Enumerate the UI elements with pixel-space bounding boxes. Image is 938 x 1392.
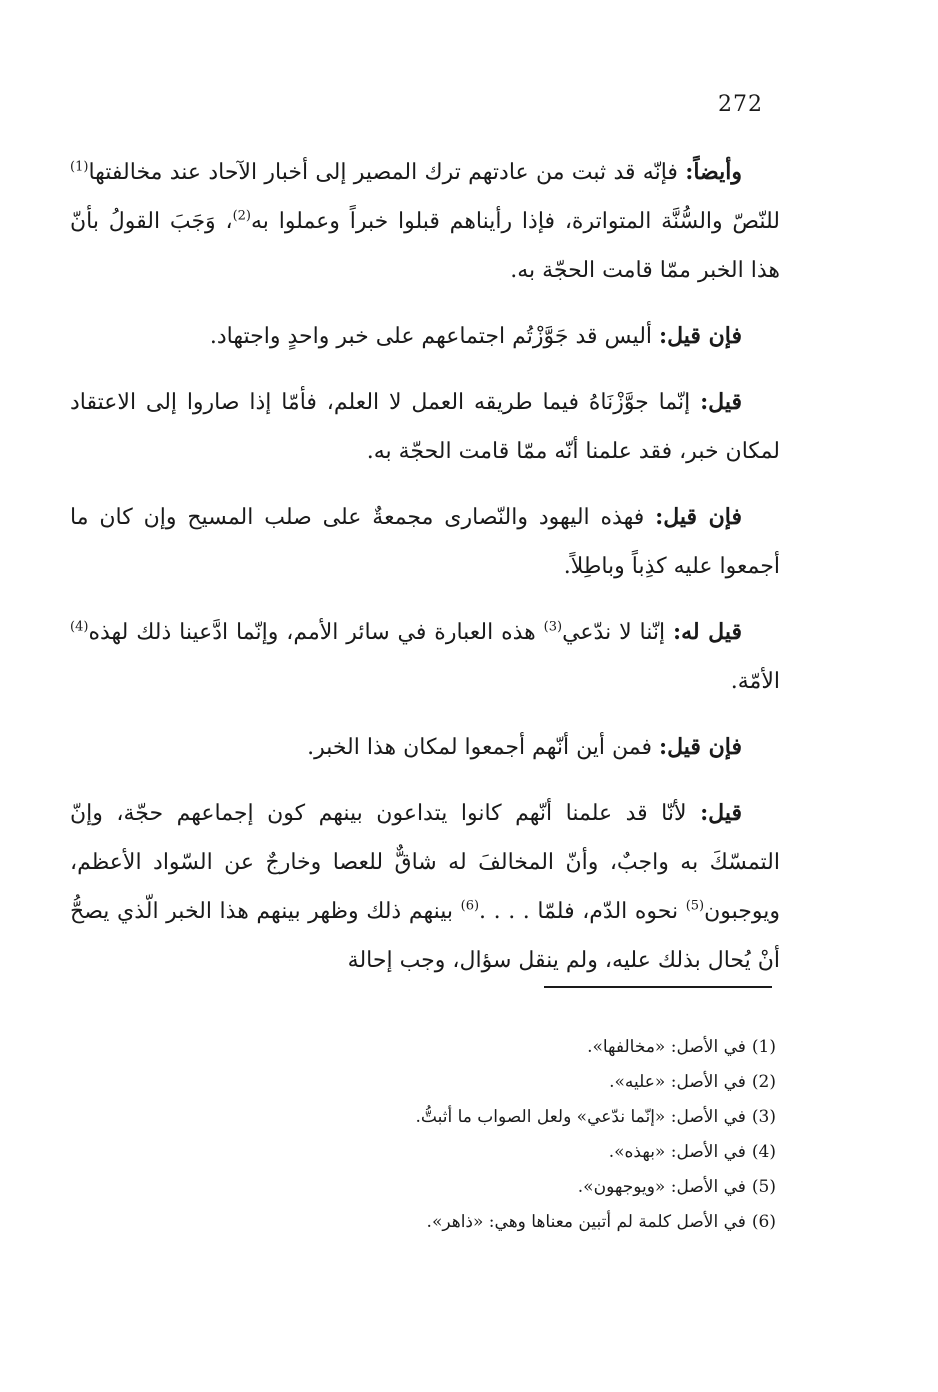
- footnote-marker: (6): [460, 898, 480, 914]
- paragraph-lead: فإن قيل:: [655, 504, 742, 530]
- footnote-number: (3): [751, 1107, 776, 1127]
- footnote-separator: [544, 986, 772, 988]
- paragraph-text: فهذه اليهود والنّصارى مجمعةٌ على صلب المسيح وإن كان ما أجمعوا عليه كذِباً وباطِلاً.: [70, 505, 780, 579]
- paragraph-text: هذه العبارة في سائر الأمم، وإنّما ادَّعينا ذلك لهذه: [88, 620, 544, 645]
- paragraph-text: أليس قد جَوَّزْتُم اجتماعهم على خبر واحدٍ واجتهاد.: [209, 324, 660, 349]
- paragraph-text: فإنّه قد ثبت من عادتهم ترك المصير إلى أخبار الآحاد عند مخالفتها: [88, 160, 686, 185]
- footnote-item: [300, 1170, 776, 1205]
- paragraph-lead: قيل:: [700, 800, 742, 826]
- body-text: [70, 148, 780, 1002]
- footnote-marker: (3): [543, 619, 563, 635]
- paragraph-lead: فإن قيل:: [659, 323, 742, 349]
- paragraph-lead: قيل:: [700, 389, 742, 415]
- footnote-number: (2): [751, 1072, 776, 1092]
- footnote-number: (4): [751, 1142, 776, 1162]
- paragraph: [70, 378, 780, 476]
- paragraph: [70, 312, 780, 361]
- paragraph-text: بينهم ذلك وظهر بينهم هذا الخبر الّذي يصحُّ أنْ يُحال بذلك عليه، ولم ينقل سؤال، وجب إحالة: [70, 899, 780, 973]
- paragraph: [70, 723, 780, 772]
- paragraph-text: فمن أين أنّهم أجمعوا لمكان هذا الخبر.: [307, 735, 660, 760]
- footnote-text: في الأصل: «بهذه».: [608, 1142, 746, 1162]
- footnote-number: (1): [751, 1037, 776, 1057]
- paragraph-text: إنّما جوَّزْنَاهُ فيما طريقه العمل لا العلم، فأمّا إذا صاروا إلى الاعتقاد لمكان خبر، فقد علمنا أنّه ممّا قامت الحجّة به.: [70, 390, 780, 464]
- footnote-number: (6): [751, 1212, 776, 1232]
- footnote-item: [300, 1135, 776, 1170]
- footnote-item: [300, 1065, 776, 1100]
- footnote-item: [300, 1100, 776, 1135]
- paragraph-text: نحوه الدّم، فلمّا . . . .: [479, 899, 686, 924]
- paragraph-lead: وأيضاً:: [685, 159, 742, 185]
- paragraph-text: ، وَجَبَ القولُ بأنّ هذا الخبر ممّا قامت الحجّة به.: [70, 209, 780, 283]
- footnote-item: [300, 1205, 776, 1240]
- page-number: 272: [718, 92, 763, 117]
- footnote-marker: (5): [685, 898, 705, 914]
- footnote-marker: (1): [70, 159, 89, 175]
- footnote-text: في الأصل: «إنّما ندّعي» ولعل الصواب ما أثبتُّ.: [415, 1107, 746, 1127]
- footnote-marker: (2): [232, 208, 251, 224]
- paragraph: [70, 608, 780, 706]
- paragraph: [70, 148, 780, 295]
- paragraph: [70, 493, 780, 591]
- paragraph-lead: قيل له:: [673, 619, 742, 645]
- footnote-text: في الأصل: «ويوجهون».: [577, 1177, 746, 1197]
- footnote-text: في الأصل كلمة لم أتبين معناها وهي: «ذاهر».: [426, 1212, 746, 1232]
- paragraph-text: لأنّا قد علمنا أنّهم كانوا يتداعون بينهم كون إجماعهم حجّة، وإنّ التمسّكَ به واجبٌ، وأنّ المخالفَ له شاقٌّ للعصا وخارجٌ عن السّواد الأعظم، ويوجبون: [70, 801, 780, 924]
- paragraph-text: الأمّة.: [730, 669, 780, 694]
- footnote-text: في الأصل: «عليه».: [609, 1072, 746, 1092]
- paragraph-lead: فإن قيل:: [659, 734, 742, 760]
- paragraph-text: إنّنا لا ندّعي: [562, 620, 673, 645]
- paragraph-text: للنّصّ والسُّنَّة المتواترة، فإذا رأيناهم قبلوا خبراً وعملوا به: [251, 209, 781, 234]
- footnote-text: في الأصل: «مخالفها».: [587, 1037, 746, 1057]
- footnotes-list: [300, 1030, 776, 1240]
- footnote-item: [300, 1030, 776, 1065]
- footnote-marker: (4): [70, 619, 89, 635]
- paragraph: [70, 789, 780, 985]
- footnote-number: (5): [751, 1177, 776, 1197]
